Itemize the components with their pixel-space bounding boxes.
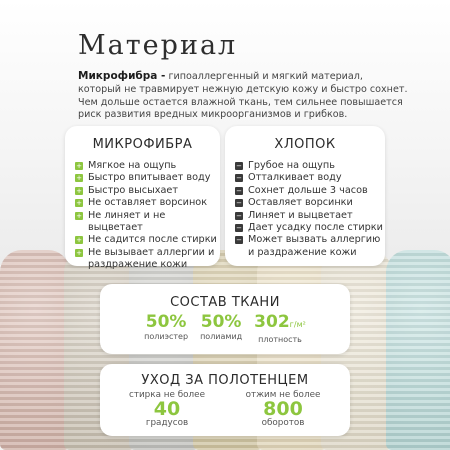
- microfiber-title: МИКРОФИБРА: [92, 137, 193, 152]
- stat-caption: полиамид: [200, 332, 243, 341]
- care-items: [100, 390, 350, 428]
- plus-square-icon: +: [76, 236, 82, 245]
- care-spin: [238, 390, 328, 428]
- plus-square-icon: +: [76, 162, 82, 170]
- list-item: − Сохнет дольше 3 часов: [236, 184, 368, 196]
- microfiber-card: [65, 126, 220, 271]
- composition-stats: [100, 312, 350, 344]
- plus-square-icon: +: [76, 199, 82, 208]
- intro-text: гипоаллергенный и мягкий материал, который не травмирует нежную детскую кожу и быстро сохнет. Чем дольше остается влажной ткань, тем сильнее повышается риск развития вредных микроорганизмов и грибков.: [78, 71, 408, 121]
- list-item: − Может вызвать аллергию и раздражение кожи: [236, 234, 381, 258]
- care-value: 800: [263, 398, 303, 420]
- minus-square-icon: −: [236, 186, 242, 195]
- care-pre: отжим не более: [245, 390, 321, 400]
- list-item: + Не вызывает аллергии и раздражение кожи: [76, 246, 215, 271]
- stat-caption: плотность: [258, 335, 302, 344]
- list-item: + Не линяет и не выцветает: [76, 209, 166, 234]
- cotton-card: [225, 126, 385, 266]
- list-item: − Грубое на ощупь: [236, 160, 335, 171]
- care-title: УХОД ЗА ПОЛОТЕНЦЕМ: [141, 373, 309, 388]
- cotton-title: ХЛОПОК: [274, 137, 336, 152]
- care-post: градусов: [145, 418, 189, 428]
- list-item: + Мягкое на ощупь: [76, 160, 177, 171]
- minus-square-icon: −: [236, 162, 242, 170]
- list-item: − Оставляет ворсинки: [236, 197, 353, 209]
- list-item: − Дает усадку после стирки: [236, 222, 383, 234]
- composition-title: СОСТАВ ТКАНИ: [170, 295, 280, 310]
- care-pre: стирка не более: [129, 390, 205, 400]
- minus-square-icon: −: [236, 174, 242, 183]
- list-item: + Быстро высыхает: [76, 184, 179, 196]
- stat-caption: полиэстер: [144, 332, 189, 341]
- composition-card: [100, 284, 350, 354]
- towel-mint: [386, 250, 450, 450]
- list-item: + Не оставляет ворсинок: [76, 197, 208, 209]
- care-post: оборотов: [261, 418, 305, 428]
- cotton-list: [225, 160, 385, 259]
- list-item: + Не садится после стирки: [76, 234, 217, 246]
- list-item: + Быстро впитывает воду: [76, 172, 211, 184]
- minus-square-icon: −: [236, 224, 242, 233]
- towel-pink: [0, 250, 70, 450]
- intro-paragraph: [78, 70, 408, 122]
- page-title: Материал: [78, 30, 238, 61]
- stat-value: 302: [254, 312, 290, 332]
- stat-value: 50%: [200, 312, 242, 332]
- care-wash: [122, 390, 212, 428]
- plus-square-icon: +: [76, 211, 82, 220]
- intro-lead: Микрофибра -: [78, 70, 166, 82]
- plus-square-icon: +: [76, 248, 82, 257]
- stat-density: [254, 312, 306, 344]
- plus-square-icon: +: [76, 174, 82, 183]
- list-item: − Линяет и выцветает: [236, 209, 353, 221]
- stat-value: 50%: [145, 312, 187, 332]
- minus-square-icon: −: [236, 236, 242, 245]
- care-value: 40: [153, 398, 181, 420]
- care-card: [100, 364, 350, 436]
- list-item: − Отталкивает воду: [236, 172, 342, 184]
- stat-polyester: [144, 312, 188, 344]
- minus-square-icon: −: [236, 211, 242, 220]
- microfiber-list: [65, 160, 220, 272]
- plus-square-icon: +: [76, 186, 82, 195]
- stat-polyamide: [200, 312, 242, 344]
- stat-unit: г/м²: [289, 320, 306, 329]
- minus-square-icon: −: [236, 199, 242, 208]
